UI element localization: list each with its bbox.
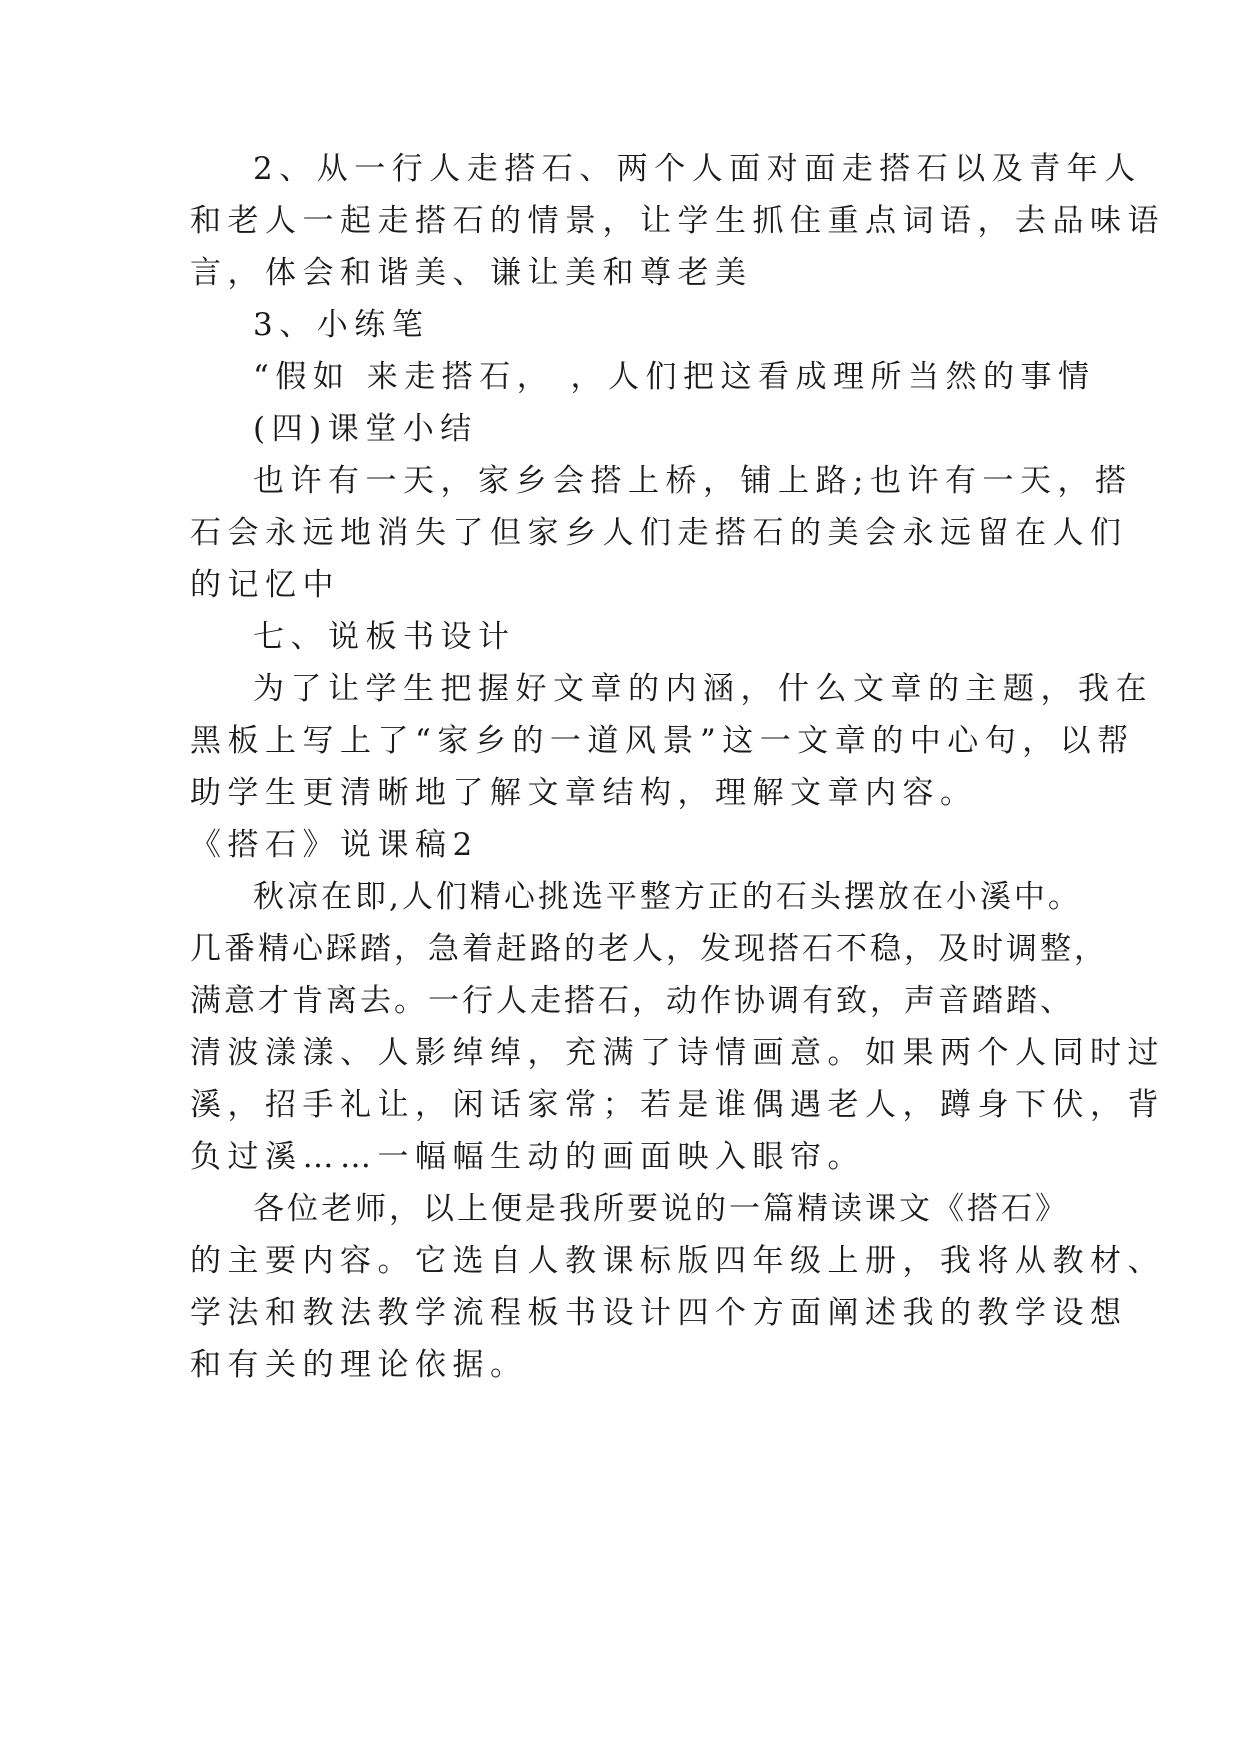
paragraph-line: 负过溪……一幅幅生动的画面映入眼帘。 bbox=[190, 1139, 865, 1175]
paragraph-line: 清波漾漾、人影绰绰，充满了诗情画意。如果两个人同时过 bbox=[190, 1035, 1165, 1071]
section-heading: 3、小练笔 bbox=[253, 307, 430, 343]
section-heading: (四)课堂小结 bbox=[253, 411, 478, 447]
paragraph-line: 石会永远地消失了但家乡人们走搭石的美会永远留在人们 bbox=[190, 515, 1128, 551]
paragraph-line: 黑板上写上了“家乡的一道风景”这一文章的中心句，以帮 bbox=[190, 723, 1135, 759]
paragraph-line: 各位老师，以上便是我所要说的一篇精读课文《搭石》 bbox=[253, 1191, 1069, 1227]
paragraph-line: 学法和教法教学流程板书设计四个方面阐述我的教学设想 bbox=[190, 1295, 1128, 1331]
paragraph-line: 言，体会和谐美、谦让美和尊老美 bbox=[190, 255, 753, 291]
paragraph-line: 秋凉在即,人们精心挑选平整方正的石头摆放在小溪中。 bbox=[253, 879, 1082, 915]
paragraph-line: 满意才肯离去。一行人走搭石，动作协调有致，声音踏踏、 bbox=[190, 983, 1074, 1019]
paragraph-line: 2、从一行人走搭石、两个人面对面走搭石以及青年人 bbox=[253, 151, 1142, 187]
paragraph-line: 助学生更清晰地了解文章结构，理解文章内容。 bbox=[190, 775, 978, 811]
paragraph-line: 也许有一天，家乡会搭上桥，铺上路;也许有一天，搭 bbox=[253, 463, 1133, 499]
paragraph-line: “假如 来走搭石， ，人们把这看成理所当然的事情 bbox=[253, 359, 1096, 395]
paragraph-line: 和有关的理论依据。 bbox=[190, 1347, 528, 1383]
section-heading: 七、说板书设计 bbox=[253, 619, 516, 655]
paragraph-line: 几番精心踩踏，急着赶路的老人，发现搭石不稳，及时调整， bbox=[190, 931, 1108, 967]
document-title: 《搭石》说课稿2 bbox=[190, 827, 479, 863]
paragraph-line: 的记忆中 bbox=[190, 567, 340, 603]
paragraph-line: 和老人一起走搭石的情景，让学生抓住重点词语，去品味语 bbox=[190, 203, 1165, 239]
paragraph-line: 溪，招手礼让，闲话家常；若是谁偶遇老人，蹲身下伏，背 bbox=[190, 1087, 1165, 1123]
paragraph-line: 的主要内容。它选自人教课标版四年级上册，我将从教材、 bbox=[190, 1243, 1165, 1279]
paragraph-line: 为了让学生把握好文章的内涵，什么文章的主题，我在 bbox=[253, 671, 1153, 707]
